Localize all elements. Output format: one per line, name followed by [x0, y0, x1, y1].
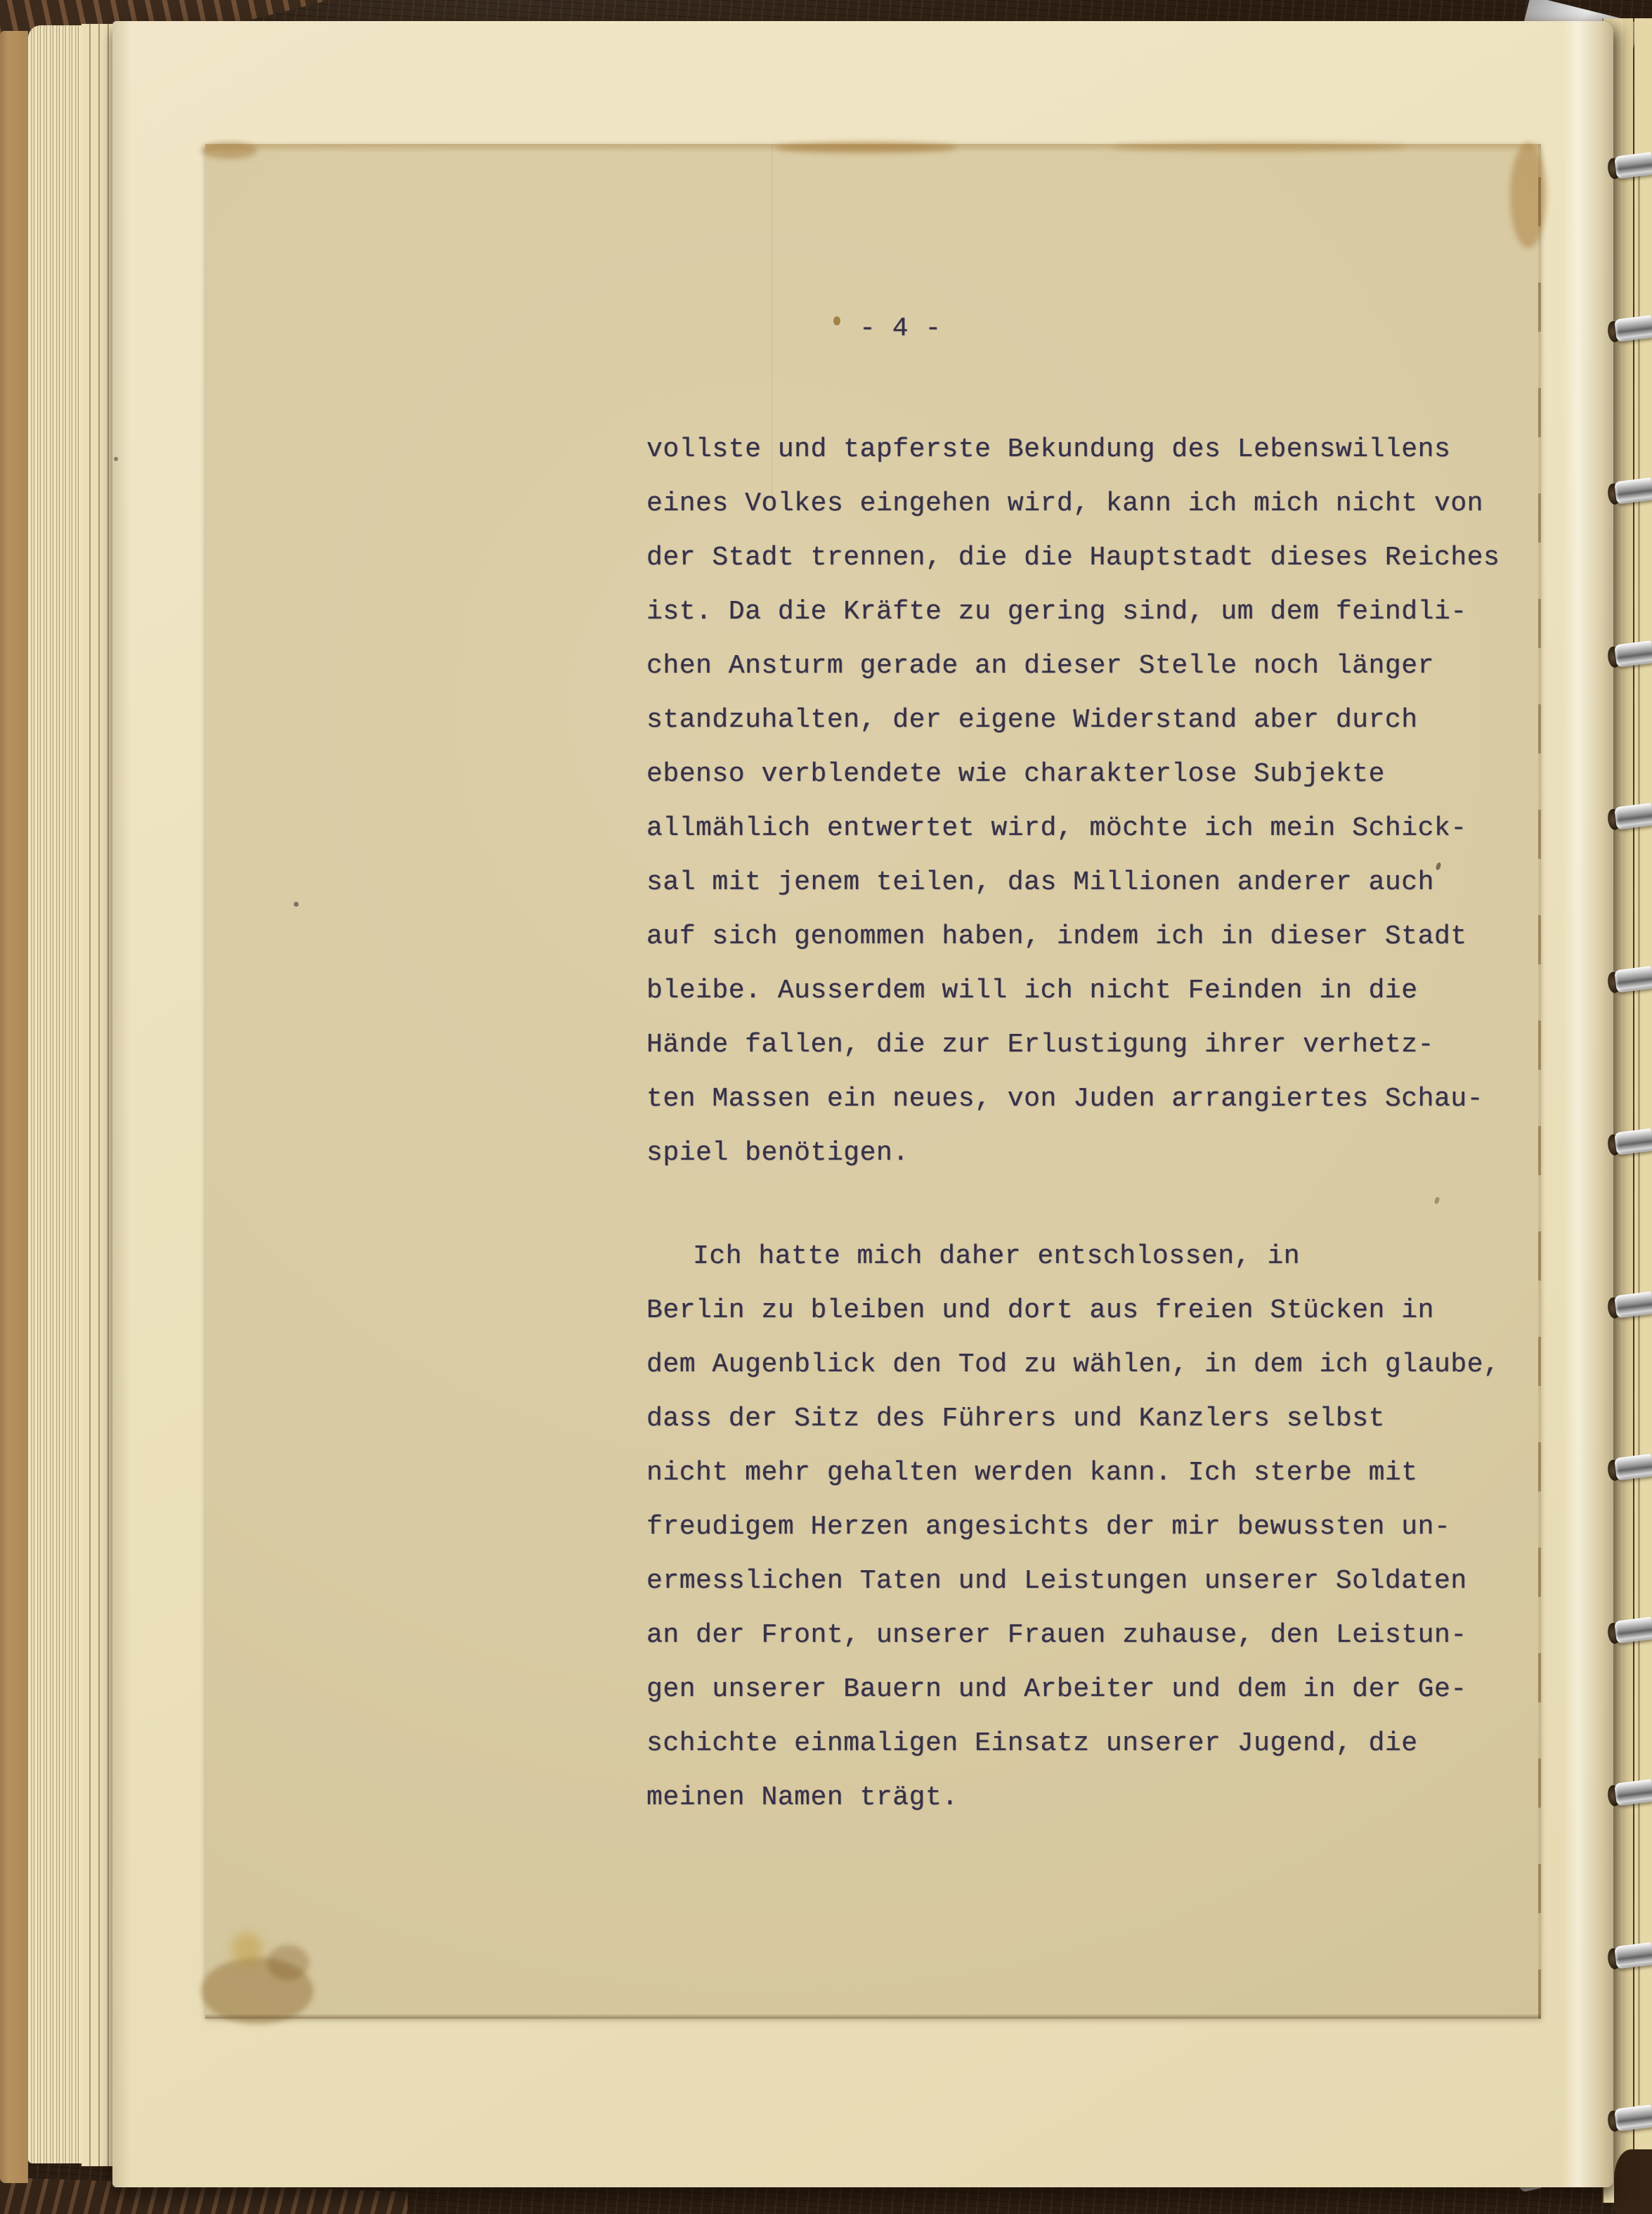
binder-ring	[1606, 313, 1652, 344]
binder-ring	[1606, 1290, 1652, 1321]
ring-rod	[1614, 1291, 1652, 1318]
leather-bottom-right-corner	[1614, 2149, 1652, 2214]
typed-line: ist. Da die Kräfte zu gering sind, um dem feindli-	[646, 597, 1467, 627]
sheet-stain	[267, 1945, 309, 1980]
ring-rod	[1614, 803, 1652, 829]
typed-line: ermesslichen Taten und Leistungen unserer Soldaten	[646, 1566, 1467, 1596]
typed-line: Ich hatte mich daher entschlossen, in	[693, 1241, 1301, 1271]
typed-line: ten Massen ein neues, von Juden arrangiertes Schau-	[646, 1084, 1484, 1114]
binder-ring	[1606, 639, 1652, 670]
typed-line: meinen Namen trägt.	[646, 1782, 958, 1813]
typed-text-block	[646, 422, 1518, 1825]
typed-line: vollste und tapferste Bekundung des Lebenswillens	[646, 434, 1451, 465]
sheet-stain-top-right	[1510, 143, 1547, 248]
page-number: - 4 -	[859, 313, 942, 344]
ring-rod	[1614, 966, 1652, 992]
typed-line: Hände fallen, die zur Erlustigung ihrer verhetz-	[646, 1030, 1434, 1060]
left-album-leaf-edge	[0, 31, 28, 2183]
binder-ring	[1606, 964, 1652, 995]
typed-line: sal mit jenem teilen, das Millionen anderer auch	[646, 867, 1434, 898]
typed-line: chen Ansturm gerade an dieser Stelle noch länger	[646, 651, 1434, 681]
album-page-right-fold	[1563, 21, 1613, 2187]
ink-fleck	[294, 902, 299, 907]
paper-fleck	[833, 316, 840, 325]
ring-rod	[1614, 1454, 1652, 1480]
typed-line: eines Volkes eingehen wird, kann ich mich nicht von	[646, 488, 1484, 519]
ring-rod	[1614, 1779, 1652, 1806]
binder-ring	[1606, 1941, 1652, 1972]
sheet-stain	[232, 1933, 263, 1964]
sheet-torn-right-edge	[1538, 144, 1541, 2019]
binder-ring	[1606, 1778, 1652, 1808]
paragraph	[646, 1229, 1518, 1825]
binder-ring	[1606, 1615, 1652, 1646]
ring-rod	[1614, 1617, 1652, 1643]
ring-rod	[1614, 477, 1652, 504]
binder-ring	[1606, 476, 1652, 507]
typed-line: dem Augenblick den Tod zu wählen, in dem ich glaube,	[646, 1349, 1500, 1380]
binder-ring	[1606, 1452, 1652, 1483]
binder-ring	[1606, 150, 1652, 181]
sheet-stain	[774, 142, 957, 153]
typed-line: ebenso verblendete wie charakterlose Subjekte	[646, 759, 1385, 789]
ring-rod	[1614, 152, 1652, 179]
typed-line: spiel benötigen.	[646, 1138, 909, 1168]
ring-rod	[1614, 640, 1652, 667]
typed-line: auf sich genommen haben, indem ich in dieser Stadt	[646, 921, 1467, 952]
binder-ring	[1606, 1127, 1652, 1158]
typed-line: allmählich entwertet wird, möchte ich mein Schick-	[646, 813, 1467, 843]
typed-document-sheet	[205, 144, 1541, 2019]
typed-line: an der Front, unserer Frauen zuhause, den Leistun-	[646, 1620, 1467, 1650]
typed-line: schichte einmaligen Einsatz unserer Jugend, die	[646, 1728, 1418, 1759]
ring-rod	[1614, 2104, 1652, 2131]
typed-line: Berlin zu bleiben und dort aus freien Stücken in	[646, 1295, 1434, 1326]
sheet-bottom-edge	[205, 2014, 1541, 2019]
typed-line: freudigem Herzen angesichts der mir bewussten un-	[646, 1512, 1451, 1542]
binder-ring	[1606, 2103, 1652, 2134]
typed-line: dass der Sitz des Führers und Kanzlers selbst	[646, 1404, 1385, 1434]
binder-ring	[1606, 801, 1652, 832]
ring-rod	[1614, 1942, 1652, 1969]
typed-line: gen unserer Bauern und Arbeiter und dem in der Ge-	[646, 1674, 1467, 1704]
sheet-stain-top-left	[201, 142, 257, 159]
ring-rod	[1614, 1128, 1652, 1155]
ring-rod	[1614, 315, 1652, 342]
typed-line: bleibe. Ausserdem will ich nicht Feinden in die	[646, 976, 1418, 1006]
paragraph	[646, 422, 1518, 1180]
sheet-stain	[1112, 142, 1407, 152]
page-speck	[114, 457, 118, 461]
typed-line: der Stadt trennen, die die Hauptstadt dieses Reiches	[646, 543, 1500, 573]
typed-line: nicht mehr gehalten werden kann. Ich sterbe mit	[646, 1458, 1418, 1488]
stacked-page-edges-outer	[82, 24, 115, 2166]
typed-line: standzuhalten, der eigene Widerstand aber durch	[646, 705, 1418, 735]
album-page-left-shade	[112, 21, 131, 2187]
